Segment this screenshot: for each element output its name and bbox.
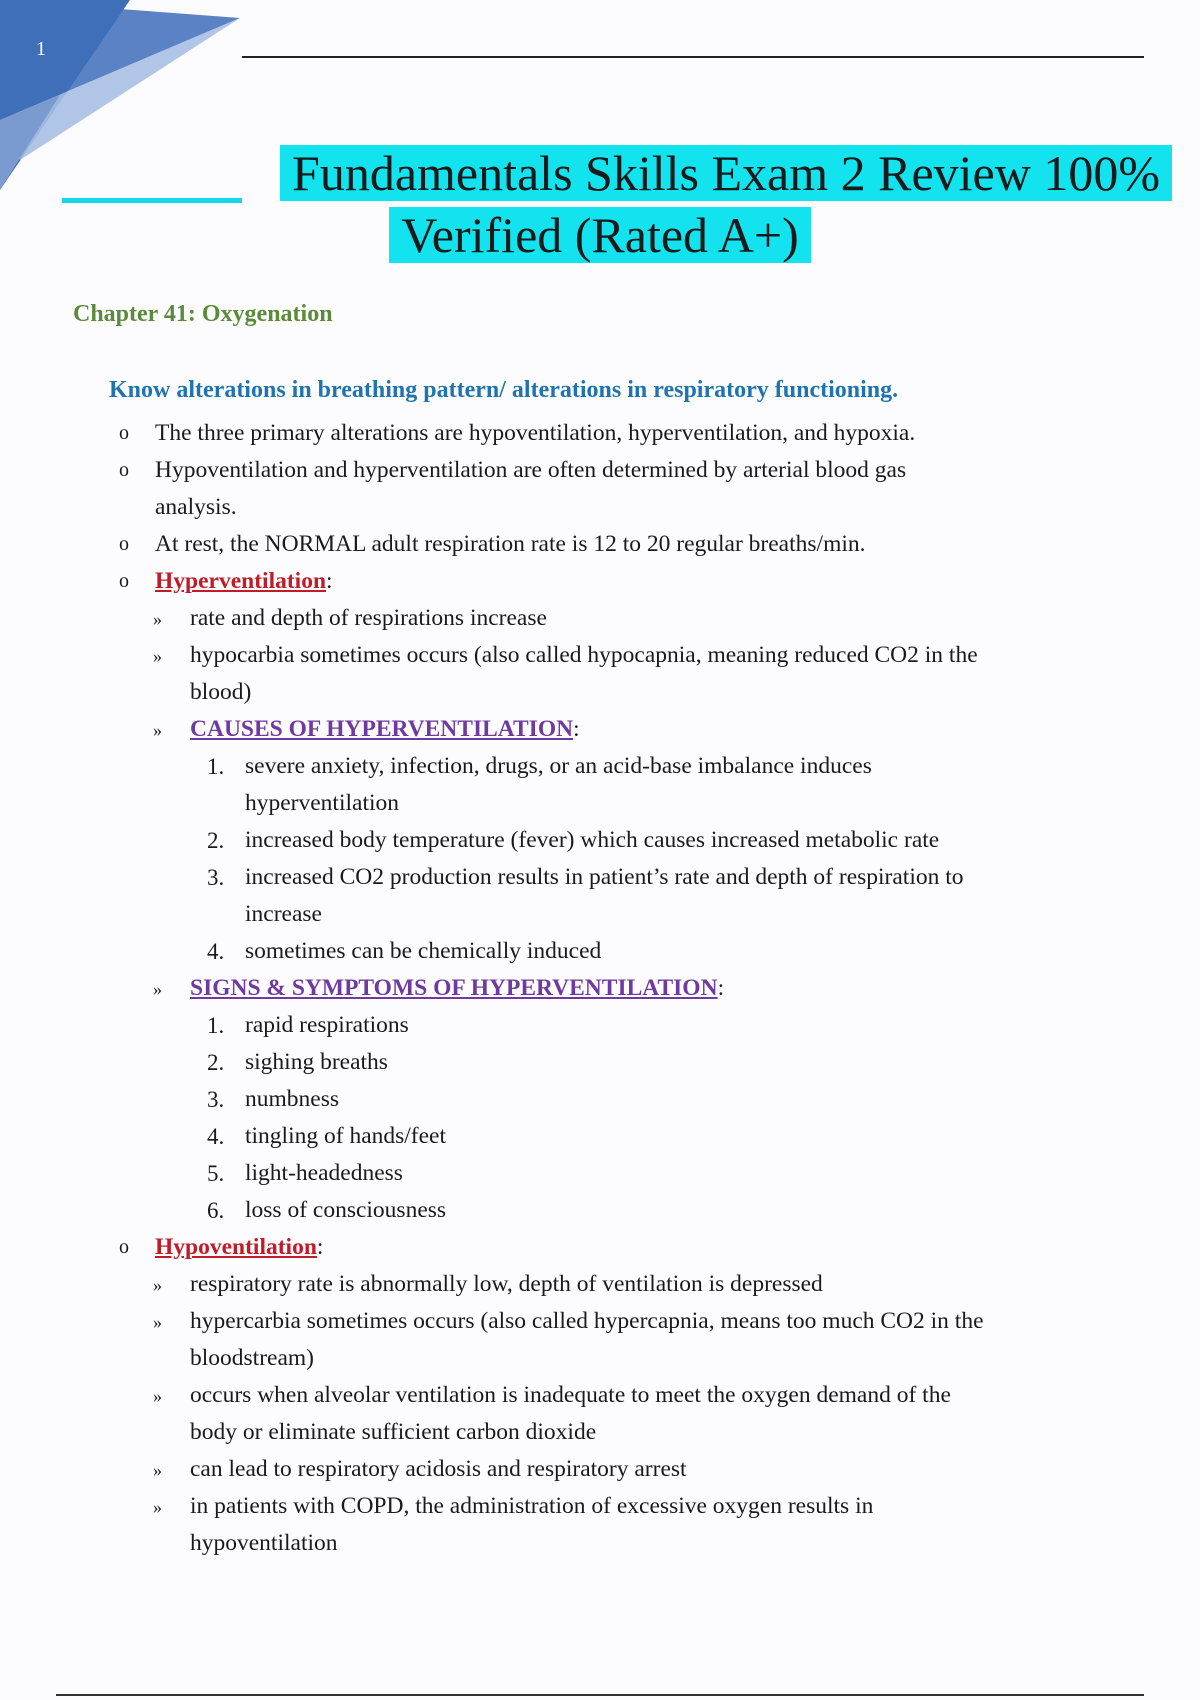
list-item <box>0 1155 1200 1192</box>
list-item <box>0 637 1200 711</box>
list-item-text: occurs when alveolar ventilation is inadequate to meet the oxygen demand of the <box>190 1382 951 1408</box>
list-item <box>0 933 1200 970</box>
list-item-text: respiratory rate is abnormally low, depth of ventilation is depressed <box>190 1271 823 1297</box>
circle-bullet-icon: o <box>119 570 129 592</box>
hyperventilation-heading: Hyperventilation <box>155 568 327 594</box>
list-number: 4. <box>207 1124 225 1149</box>
chevron-bullet-icon: » <box>153 1312 162 1332</box>
list-item: o Hypoventilation: <box>0 1229 1200 1266</box>
list-item-text: severe anxiety, infection, drugs, or an acid-base imbalance induces <box>245 753 872 779</box>
list-item-text: sighing breaths <box>245 1049 388 1075</box>
chevron-bullet-icon: » <box>153 1460 162 1480</box>
header-rule <box>242 56 1144 58</box>
list-number: 1. <box>207 754 225 779</box>
list-item-text: body or eliminate sufficient carbon dioxide <box>190 1419 597 1445</box>
list-number: 3. <box>207 865 225 890</box>
chapter-heading: Chapter 41: Oxygenation <box>73 301 333 327</box>
list-item-text: hypercarbia sometimes occurs (also called hypercapnia, means too much CO2 in the <box>190 1308 984 1334</box>
page-title <box>0 142 1200 266</box>
list-item <box>0 1377 1200 1451</box>
list-item <box>0 1081 1200 1118</box>
footer-rule <box>56 1694 1144 1696</box>
list-item <box>0 859 1200 933</box>
list-number: 2. <box>207 1050 225 1075</box>
signs-heading: SIGNS & SYMPTOMS OF HYPERVENTILATION <box>190 975 718 1001</box>
list-item <box>0 1488 1200 1562</box>
list-item-text: hypocarbia sometimes occurs (also called hypocapnia, meaning reduced CO2 in the <box>190 642 978 668</box>
list-item-text: sometimes can be chemically induced <box>245 938 602 964</box>
list-number: 5. <box>207 1161 225 1186</box>
page-number: 1 <box>36 38 46 60</box>
list-item <box>0 452 1200 526</box>
list-item <box>0 1303 1200 1377</box>
chevron-bullet-icon: » <box>153 979 162 999</box>
circle-bullet-icon: o <box>119 533 129 555</box>
list-item-text: rate and depth of respirations increase <box>190 605 547 631</box>
list-item-text: rapid respirations <box>245 1012 409 1038</box>
list-item <box>0 1192 1200 1229</box>
list-item-text: Hypoventilation and hyperventilation are often determined by arterial blood gas <box>155 457 907 483</box>
list-item <box>0 1044 1200 1081</box>
list-item: » CAUSES OF HYPERVENTILATION: <box>0 711 1200 748</box>
notes-content <box>0 415 1200 1562</box>
list-item <box>0 1118 1200 1155</box>
title-line-2: Verified (Rated A+) <box>389 207 811 263</box>
list-item <box>0 526 1200 563</box>
list-item <box>0 1007 1200 1044</box>
list-item: » SIGNS & SYMPTOMS OF HYPERVENTILATION: <box>0 970 1200 1007</box>
list-item-text: increased body temperature (fever) which causes increased metabolic rate <box>245 827 940 853</box>
title-line-1: Fundamentals Skills Exam 2 Review 100% <box>280 145 1172 201</box>
list-item-text: in patients with COPD, the administration of excessive oxygen results in <box>190 1493 874 1519</box>
list-item-text: numbness <box>245 1086 339 1112</box>
list-number: 4. <box>207 939 225 964</box>
list-item <box>0 748 1200 822</box>
list-item <box>0 822 1200 859</box>
list-item-text: increased CO2 production results in patient’s rate and depth of respiration to <box>245 864 964 890</box>
list-item <box>0 1266 1200 1303</box>
chevron-bullet-icon: » <box>153 609 162 629</box>
list-item-text: hypoventilation <box>190 1530 338 1556</box>
list-item <box>0 1451 1200 1488</box>
circle-bullet-icon: o <box>119 1236 129 1258</box>
list-number: 3. <box>207 1087 225 1112</box>
chevron-bullet-icon: » <box>153 1386 162 1406</box>
list-item-text: can lead to respiratory acidosis and respiratory arrest <box>190 1456 687 1482</box>
circle-bullet-icon: o <box>119 459 129 481</box>
list-item-text: tingling of hands/feet <box>245 1123 447 1149</box>
list-item <box>0 415 1200 452</box>
list-item-text: increase <box>245 901 322 927</box>
list-item-text: loss of consciousness <box>245 1197 447 1223</box>
list-item-text: blood) <box>190 679 252 705</box>
list-number: 6. <box>207 1198 225 1223</box>
list-item-text: The three primary alterations are hypoventilation, hyperventilation, and hypoxia. <box>155 420 916 446</box>
hypoventilation-heading: Hypoventilation <box>155 1234 317 1260</box>
list-item-text: At rest, the NORMAL adult respiration rate is 12 to 20 regular breaths/min. <box>155 531 866 557</box>
list-item-text: analysis. <box>155 494 237 520</box>
list-item: o Hyperventilation: <box>0 563 1200 600</box>
chevron-bullet-icon: » <box>153 720 162 740</box>
list-number: 1. <box>207 1013 225 1038</box>
list-item-text: bloodstream) <box>190 1345 314 1371</box>
chevron-bullet-icon: » <box>153 1275 162 1295</box>
section-heading: Know alterations in breathing pattern/ alterations in respiratory functioning. <box>109 377 899 403</box>
list-item-text: light-headedness <box>245 1160 403 1186</box>
chevron-bullet-icon: » <box>153 1497 162 1517</box>
chevron-bullet-icon: » <box>153 646 162 666</box>
circle-bullet-icon: o <box>119 422 129 444</box>
list-number: 2. <box>207 828 225 853</box>
causes-heading: CAUSES OF HYPERVENTILATION <box>190 716 574 742</box>
list-item <box>0 600 1200 637</box>
list-item-text: hyperventilation <box>245 790 400 816</box>
